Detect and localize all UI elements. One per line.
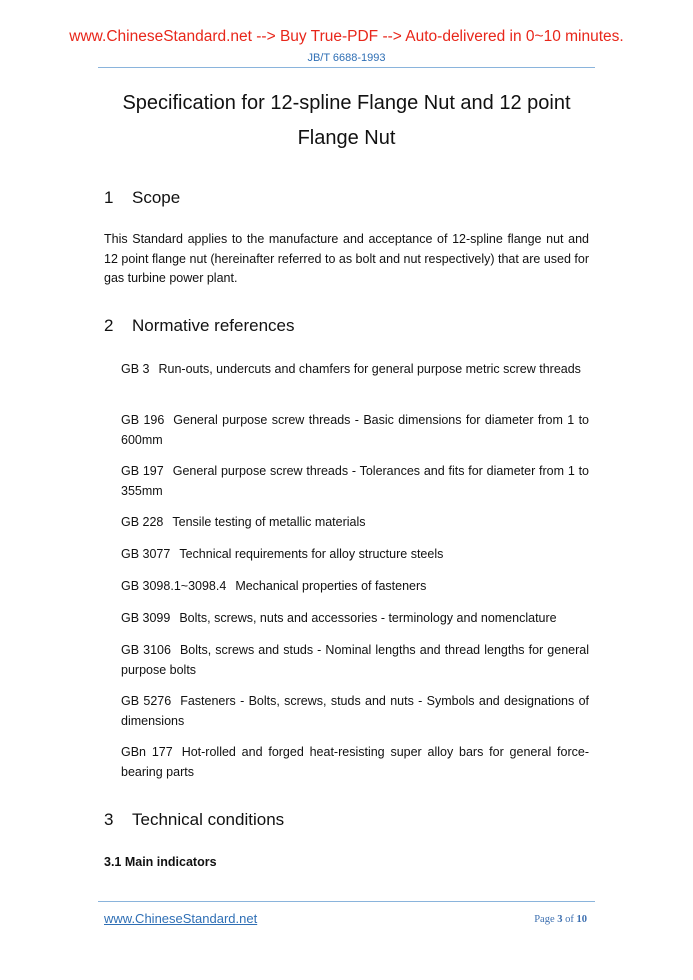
reference-title: Bolts, screws and studs - Nominal lengths and thread lengths for general purpose bolts <box>121 643 589 677</box>
section-title: Technical conditions <box>132 810 285 829</box>
section-title: Scope <box>132 188 181 207</box>
section-scope-heading <box>104 188 180 208</box>
reference-code: GB 3099 <box>121 611 171 625</box>
reference-title: Fasteners - Bolts, screws, studs and nuts - Symbols and designations of dimensions <box>121 694 589 728</box>
reference-title: General purpose screw threads - Tolerances and fits for diameter from 1 to 355mm <box>121 464 590 498</box>
document-title <box>98 86 595 156</box>
standard-code: JB/T 6688-1993 <box>307 52 386 64</box>
reference-title: Mechanical properties of fasteners <box>235 579 427 593</box>
reference-item <box>121 609 589 629</box>
reference-item <box>121 513 589 533</box>
reference-item <box>121 743 589 782</box>
reference-code: GB 3098.1~3098.4 <box>121 579 227 593</box>
reference-code: GB 5276 <box>121 694 172 708</box>
section-number: 2 <box>104 316 114 335</box>
page-total: 10 <box>576 914 587 925</box>
reference-code: GB 197 <box>121 464 164 478</box>
purchase-banner[interactable]: www.ChineseStandard.net --> Buy True-PDF --> Auto-delivered in 0~10 minutes. <box>69 28 624 45</box>
reference-code: GB 196 <box>121 413 165 427</box>
reference-title: Hot-rolled and forged heat-resisting super alloy bars for general force-bearing parts <box>121 745 590 779</box>
reference-title: Technical requirements for alloy structure steels <box>179 547 444 561</box>
reference-code: GB 3077 <box>121 547 171 561</box>
page-prefix: Page <box>534 914 555 925</box>
section-title: Normative references <box>132 316 295 335</box>
reference-title: Bolts, screws, nuts and accessories - terminology and nomenclature <box>179 611 557 625</box>
reference-code: GB 228 <box>121 515 164 529</box>
reference-code: GB 3106 <box>121 643 171 657</box>
section-technical-heading <box>104 810 284 830</box>
reference-title: Run-outs, undercuts and chamfers for general purpose metric screw threads <box>158 362 581 376</box>
reference-code: GBn 177 <box>121 745 173 759</box>
footer-website-link[interactable]: www.ChineseStandard.net <box>104 911 258 926</box>
reference-item <box>121 692 589 731</box>
section-number: 1 <box>104 188 114 207</box>
reference-item <box>121 641 589 680</box>
reference-item <box>121 411 589 450</box>
footer-divider <box>98 901 595 902</box>
reference-title: General purpose screw threads - Basic dimensions for diameter from 1 to 600mm <box>121 413 589 447</box>
page-number <box>534 914 587 925</box>
scope-paragraph: This Standard applies to the manufacture and acceptance of 12-spline flange nut and 12 point flange nut (hereinafter referred to as bolt and nut respectively) that are used for gas turbine power plant. <box>104 232 590 285</box>
subsection-heading: 3.1 Main indicators <box>104 855 217 869</box>
title-line-2: Flange Nut <box>297 127 396 149</box>
reference-item <box>121 360 589 380</box>
section-normative-heading <box>104 316 295 336</box>
reference-item <box>121 545 589 565</box>
title-line-1: Specification for 12-spline Flange Nut and 12 point <box>122 92 571 114</box>
reference-title: Tensile testing of metallic materials <box>172 515 366 529</box>
page-current: 3 <box>557 914 563 925</box>
reference-code: GB 3 <box>121 362 150 376</box>
reference-item <box>121 577 589 597</box>
page-of: of <box>565 914 574 925</box>
header-divider <box>98 67 595 68</box>
section-number: 3 <box>104 810 114 829</box>
reference-item <box>121 462 589 501</box>
